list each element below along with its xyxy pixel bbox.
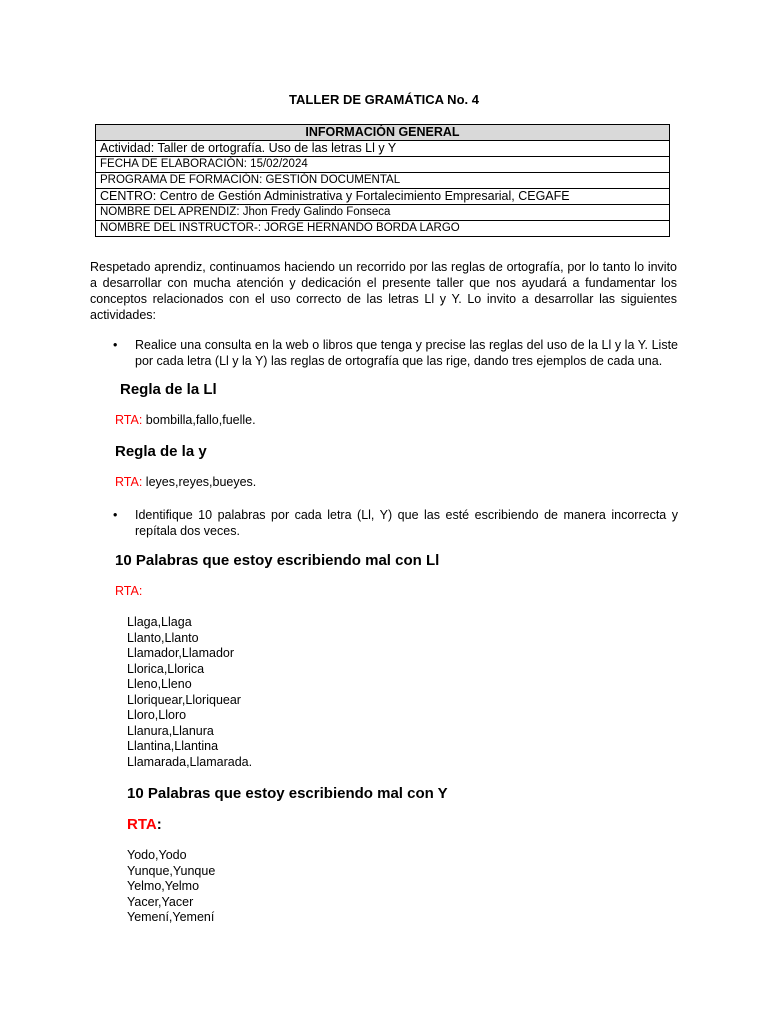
- list-item: Yacer,Yacer: [127, 894, 194, 909]
- list-item: Yemení,Yemení: [127, 910, 215, 924]
- list-item: Llanura,Llanura: [127, 723, 214, 738]
- info-row-date: FECHA DE ELABORACIÓN: 15/02/2024: [96, 157, 670, 173]
- list-item: Yelmo,Yelmo: [127, 879, 200, 893]
- list-item: Yunque,Yunque: [127, 863, 216, 878]
- info-row-activity: Actividad: Taller de ortografía. Uso de las letras Ll y Y: [96, 141, 670, 157]
- list-item: Lloro,Lloro: [127, 708, 187, 722]
- list-item: Lleno,Lleno: [127, 677, 192, 691]
- document-title: TALLER DE GRAMÁTICA No. 4: [289, 92, 479, 107]
- list-item: Llamarada,Llamarada.: [127, 754, 253, 769]
- bullet-text: Realice una consulta en la web o libros que tenga y precise las reglas del uso de la Ll y la Y. Liste por cada letra (Ll y la Y) las reglas de ortografía que las rige, dando tres ejemplos de cada una.: [135, 338, 678, 368]
- list-item: Llantina,Llantina: [127, 739, 219, 753]
- list-item: Llanto,Llanto: [127, 630, 199, 645]
- general-info-table: [95, 124, 670, 237]
- intro-paragraph: Respetado aprendiz, continuamos haciendo un recorrido por las reglas de ortografía, por lo tanto lo invito a desarrollar con mucha atención y dedicación el presente taller que nos ayudará a fundamentar los conceptos relacionados con el uso correcto de las letras Ll y Y. Lo invito a desarrollar las siguientes actividades:: [90, 260, 677, 322]
- activity-bullet-2: [113, 507, 678, 539]
- list-item: Yodo,Yodo: [127, 848, 187, 862]
- answer-text: leyes,reyes,bueyes.: [142, 475, 257, 489]
- answer-regla-y: [115, 475, 256, 489]
- bullet-text: Identifique 10 palabras por cada letra (Ll, Y) que las esté escribiendo de manera incorrecta y repítala dos veces.: [135, 508, 678, 538]
- bullet-dot: •: [113, 338, 118, 352]
- heading-regla-y: Regla de la y: [115, 443, 207, 460]
- info-row-instructor: NOMBRE DEL INSTRUCTOR-: JORGE HERNANDO BORDA LARGO: [96, 221, 670, 237]
- activity-bullet-1: [113, 337, 678, 369]
- list-item: Llamador,Llamador: [127, 646, 235, 660]
- info-header: INFORMACIÓN GENERAL: [96, 125, 670, 141]
- rta-label: RTA: [127, 816, 157, 833]
- rta-label: RTA:: [115, 413, 143, 427]
- info-row-student: NOMBRE DEL APRENDIZ: Jhon Fredy Galindo Fonseca: [96, 205, 670, 221]
- list-item: Llaga,Llaga: [127, 615, 192, 629]
- answer-text: bombilla,fallo,fuelle.: [142, 413, 256, 427]
- info-row-program: PROGRAMA DE FORMACIÓN: GESTIÓN DOCUMENTAL: [96, 173, 670, 189]
- rta-label-mal-ll: RTA:: [115, 584, 143, 598]
- info-row-center: CENTRO: Centro de Gestión Administrativa y Fortalecimiento Empresarial, CEGAFE: [96, 189, 670, 205]
- rta-label: RTA:: [115, 475, 143, 489]
- rta-colon: :: [156, 816, 162, 833]
- heading-mal-y: 10 Palabras que estoy escribiendo mal con Y: [127, 785, 448, 802]
- word-list-y: [127, 848, 215, 926]
- heading-mal-ll: 10 Palabras que estoy escribiendo mal con Ll: [115, 552, 440, 569]
- rta-label-mal-y: [127, 816, 162, 833]
- list-item: Llorica,Llorica: [127, 661, 205, 676]
- word-list-ll: [127, 615, 252, 770]
- heading-regla-ll: Regla de la Ll: [120, 381, 217, 398]
- list-item: Lloriquear,Lloriquear: [127, 692, 241, 707]
- answer-regla-ll: [115, 413, 256, 427]
- bullet-dot: •: [113, 508, 118, 522]
